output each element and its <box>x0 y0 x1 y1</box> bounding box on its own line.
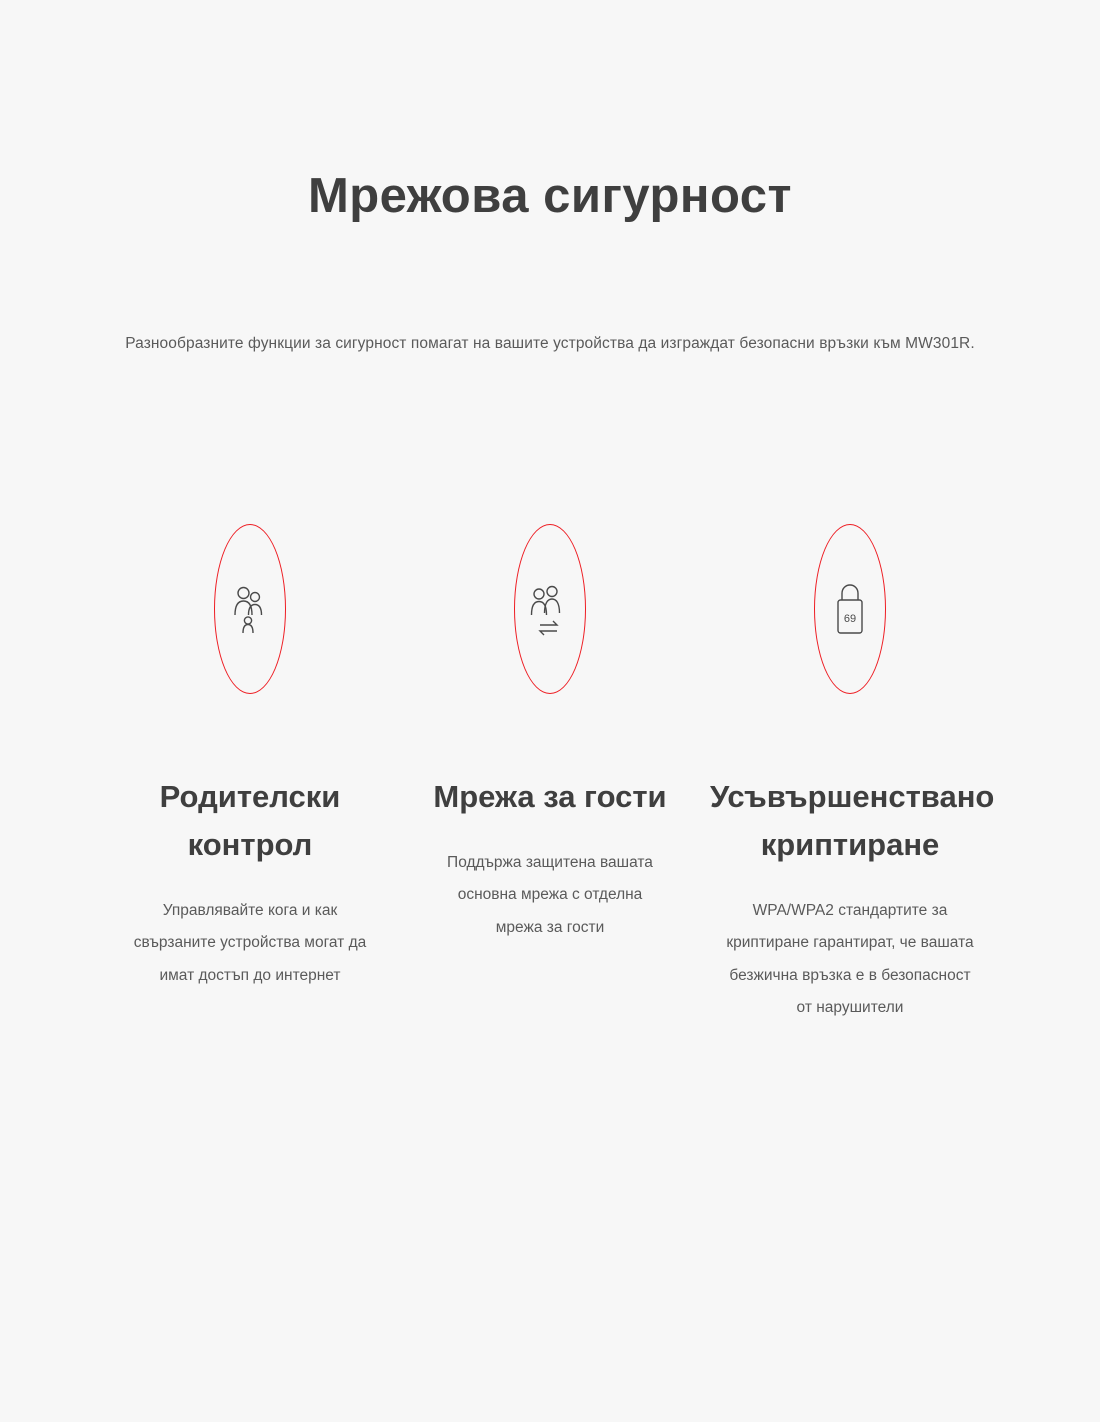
feature-title: Усъвършенствано криптиране <box>710 778 995 862</box>
feature-title: Родителски контрол <box>159 778 341 862</box>
feature-advanced-encryption <box>700 521 1000 1025</box>
feature-parental-control <box>100 521 400 993</box>
guest-network-icon <box>512 521 588 697</box>
feature-list <box>50 521 1050 1025</box>
svg-text:69: 69 <box>843 612 857 625</box>
feature-description: Управлявайте кога и как свързаните устройства могат да имат достъп до интернет <box>133 901 367 984</box>
feature-description: WPA/WPA2 стандартите за криптиране гарантират, че вашата безжична връзка е в безопасност от нарушители <box>726 901 974 1017</box>
feature-guest-network <box>400 521 700 945</box>
encryption-lock-icon <box>812 521 888 697</box>
page-subtitle: Разнообразните функции за сигурност помагат на вашите устройства да изграждат безопасни връзки към MW301R. <box>125 335 975 353</box>
page-title: Мрежова сигурност <box>307 169 793 223</box>
guest-network-glyph <box>527 582 573 636</box>
parental-control-glyph <box>228 582 272 636</box>
parental-control-icon <box>212 521 288 697</box>
encryption-lock-glyph <box>830 581 870 637</box>
feature-description: Поддържа защитена вашата основна мрежа с отделна мрежа за гости <box>447 853 653 936</box>
feature-title: Мрежа за гости <box>433 778 667 814</box>
